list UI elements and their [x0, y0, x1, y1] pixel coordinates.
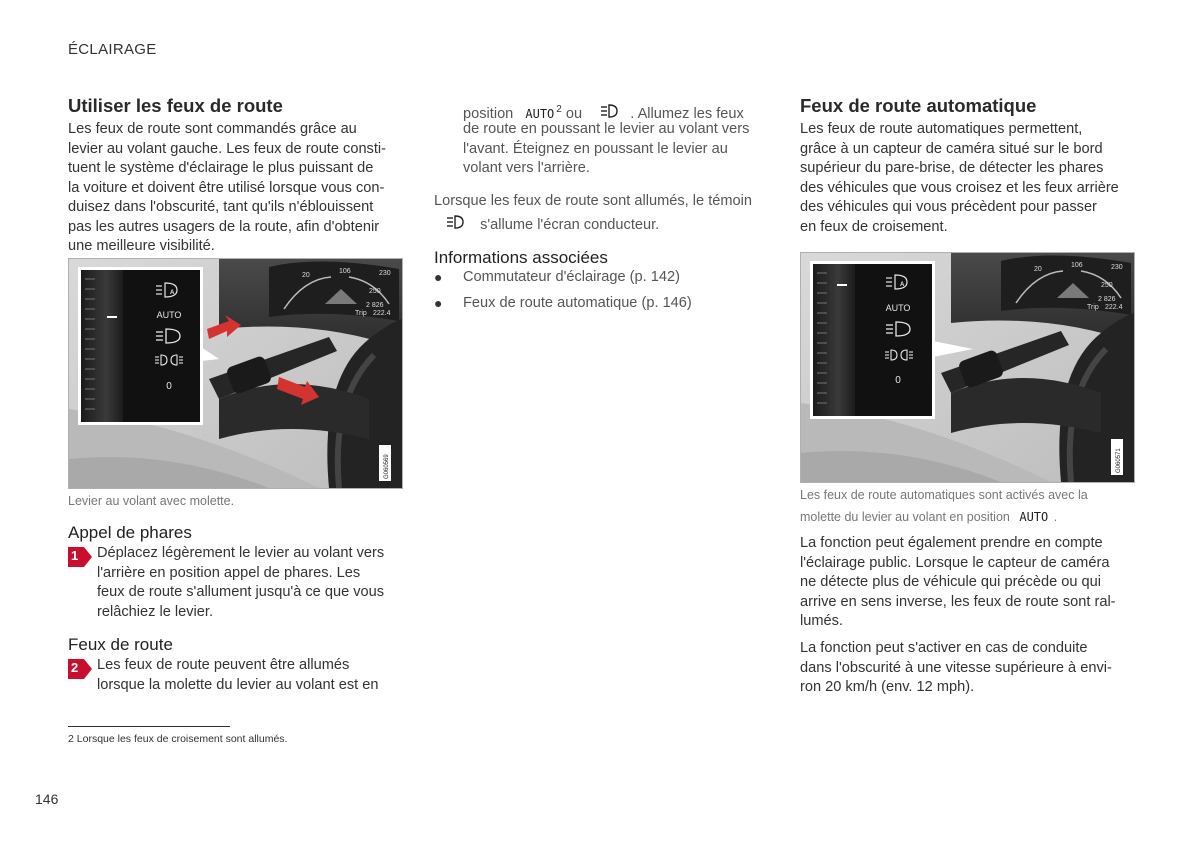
svg-text:20: 20 — [1034, 266, 1042, 273]
para-line: arrive en sens inverse, les feux de route sont ral- — [800, 593, 1116, 610]
auto-paragraph-3 — [800, 639, 1140, 698]
page-number: 146 — [35, 791, 59, 807]
high-beam-line: Les feux de route peuvent être allumés — [97, 657, 350, 673]
high-beam-title: Utiliser les feux de route — [68, 95, 283, 116]
footnote — [68, 733, 287, 745]
caption-end: . — [1053, 510, 1058, 524]
continued-line: l'avant. Éteignez en poussant le levier au — [463, 140, 728, 157]
auto-intro-line: Les feux de route automatiques permettent, — [800, 121, 1083, 137]
figure-code: G060571 — [1116, 448, 1122, 473]
flash-heading: Appel de phares — [68, 523, 192, 542]
step-1-badge — [68, 547, 94, 567]
svg-text:222.4: 222.4 — [373, 310, 391, 317]
related-link-auto-high-beam[interactable]: Feux de route automatique (p. 146) — [463, 295, 692, 311]
para-line: lumés. — [800, 613, 843, 629]
svg-text:A: A — [170, 290, 175, 296]
auto-intro-paragraph — [800, 120, 1140, 237]
auto-intro-line: des véhicules qui vous précèdent pour passer — [800, 199, 1097, 215]
intro-line: tuent le système d'éclairage le plus puissant de — [68, 160, 374, 176]
svg-text:106: 106 — [339, 268, 351, 275]
svg-text:2 826: 2 826 — [366, 302, 384, 309]
svg-text:A: A — [900, 282, 905, 288]
indicator-line: Lorsque les feux de route sont allumés, le témoin — [434, 193, 752, 209]
svg-text:2 826: 2 826 — [1098, 296, 1116, 303]
step-2-badge — [68, 659, 94, 679]
para-line: La fonction peut s'activer en cas de conduite — [800, 640, 1088, 656]
intro-line: Les feux de route sont commandés grâce au — [68, 121, 357, 137]
dial-label-auto: AUTO — [885, 303, 911, 313]
intro-line: duisez dans l'obscurité, tant qu'ils n'éblouissent — [68, 199, 374, 215]
auto-intro-line: grâce à un capteur de caméra situé sur le bord — [800, 140, 1103, 157]
dial-label-off: 0 — [166, 381, 172, 392]
para-line: dans l'obscurité à une vitesse supérieure à envi- — [800, 659, 1112, 676]
para-line: l'éclairage public. Lorsque le capteur de caméra — [800, 554, 1110, 571]
step-number: 2 — [71, 660, 79, 675]
continued-line-end: . Allumez les feux — [630, 106, 744, 122]
footnote-text: Lorsque les feux de croisement sont allumés. — [76, 733, 288, 745]
indicator-text: s'allume l'écran conducteur. — [480, 217, 660, 234]
svg-text:230: 230 — [379, 270, 391, 277]
intro-line: levier au volant gauche. Les feux de route consti- — [68, 140, 387, 157]
high-beam-indicator-icon — [446, 215, 464, 236]
high-beam-heading: Feux de route — [68, 635, 173, 654]
footnote-ref: 2 — [556, 104, 562, 115]
svg-text:250: 250 — [369, 288, 381, 295]
intro-line: pas les autres usagers de la route, afin d'obtenir — [68, 218, 380, 235]
related-heading: Informations associées — [434, 248, 608, 267]
figure-code: G060569 — [384, 454, 390, 479]
continued-line: volant vers l'arrière. — [463, 160, 590, 176]
auto-paragraph-2 — [800, 534, 1140, 632]
auto-lever-figure — [800, 252, 1135, 483]
flash-line: Déplacez légèrement le levier au volant vers — [97, 545, 385, 561]
auto-symbol: AUTO — [525, 107, 555, 121]
or-word: ou — [565, 106, 583, 122]
bullet-dot: ● — [434, 295, 443, 311]
svg-text:250: 250 — [1101, 282, 1113, 289]
footnote-rule — [68, 726, 230, 727]
flash-line: l'arrière en position appel de phares. Les — [97, 564, 361, 581]
position-word: position — [463, 106, 514, 122]
flash-text — [97, 544, 407, 622]
high-beam-line: lorsque la molette du levier au volant est en — [97, 676, 379, 693]
caption-text: molette du levier au volant en position — [800, 510, 1010, 524]
section-header: ÉCLAIRAGE — [68, 41, 157, 58]
auto-intro-line: en feux de croisement. — [800, 218, 948, 235]
auto-high-beam-title: Feux de route automatique — [800, 95, 1037, 116]
auto-figure-caption-line1: Les feux de route automatiques sont activés avec la — [800, 488, 1088, 502]
flash-line: relâchiez le levier. — [97, 603, 213, 620]
svg-text:230: 230 — [1111, 264, 1123, 271]
svg-text:Trip: Trip — [355, 310, 367, 317]
svg-text:222.4: 222.4 — [1105, 304, 1123, 311]
auto-lever-illustration — [801, 253, 1134, 482]
figure-caption: Levier au volant avec molette. — [68, 494, 235, 508]
high-beam-text — [97, 656, 407, 695]
auto-figure-caption-line2 — [800, 506, 1057, 528]
continued-line: de route en poussant le levier au volant vers — [463, 121, 750, 137]
intro-line: la voiture et doivent être utilisé lorsque vous con- — [68, 179, 385, 196]
step-number: 1 — [71, 548, 79, 563]
dial-label-off: 0 — [895, 375, 901, 386]
intro-line: une meilleure visibilité. — [68, 238, 215, 254]
svg-text:Trip: Trip — [1087, 304, 1099, 311]
dial-label-auto: AUTO — [156, 310, 182, 320]
para-line: ne détecte plus de véhicule qui précède ou qui — [800, 574, 1102, 590]
footnote-number: 2 — [68, 733, 74, 745]
flash-line: feux de route s'allument jusqu'à ce que vous — [97, 584, 385, 600]
lever-figure — [68, 258, 403, 489]
lever-illustration — [69, 259, 402, 488]
auto-symbol: AUTO — [1019, 510, 1049, 524]
svg-text:106: 106 — [1071, 262, 1083, 269]
svg-text:20: 20 — [302, 272, 310, 279]
para-line: La fonction peut également prendre en compte — [800, 535, 1103, 551]
indicator-line-2 — [446, 215, 659, 236]
para-line: ron 20 km/h (env. 12 mph). — [800, 679, 975, 695]
auto-intro-line: des véhicules que vous croisez et les feux arrière — [800, 179, 1119, 196]
bullet-dot: ● — [434, 269, 443, 285]
auto-intro-line: supérieur du pare-brise, de détecter les phares — [800, 160, 1104, 176]
related-link-light-switch[interactable]: Commutateur d'éclairage (p. 142) — [463, 269, 680, 285]
continued-paragraph — [463, 120, 783, 179]
intro-paragraph — [68, 120, 408, 257]
